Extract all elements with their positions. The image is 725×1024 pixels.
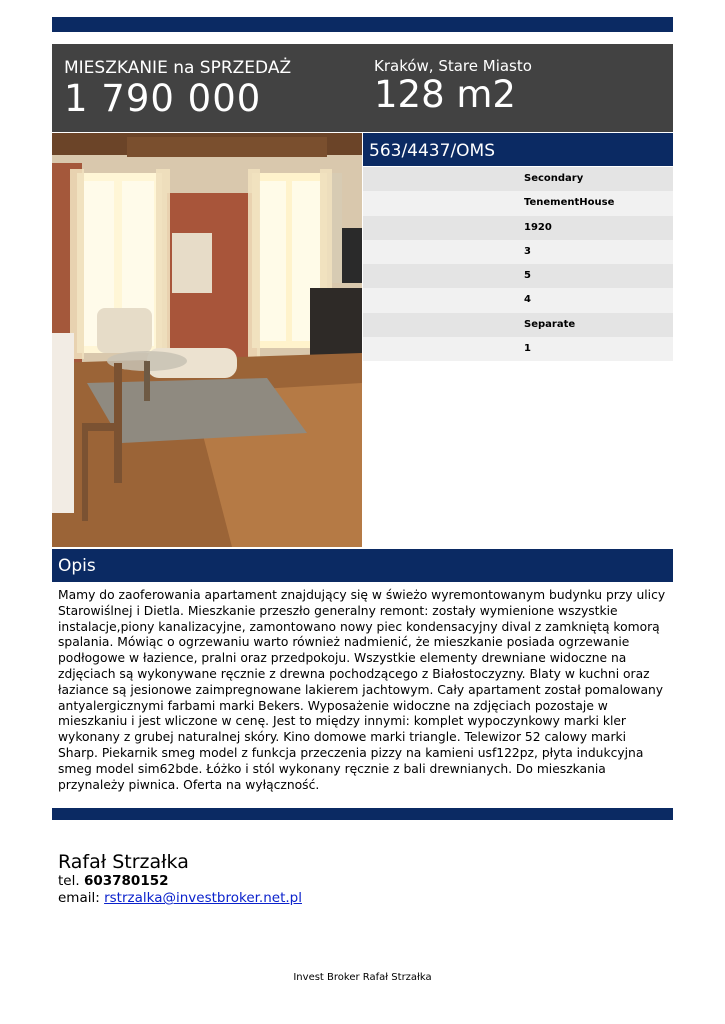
listing-price: 1 790 000	[64, 77, 262, 120]
listing-type-label: MIESZKANIE na SPRZEDAŻ	[64, 58, 292, 78]
listing-location: Kraków, Stare Miasto	[374, 57, 532, 75]
attribute-row: Secondary	[363, 167, 673, 191]
attribute-row: 1	[363, 337, 673, 361]
agent-email-label: email:	[58, 890, 100, 906]
agent-name: Rafał Strzałka	[58, 851, 189, 873]
footer-company: Invest Broker Rafał Strzałka	[293, 972, 432, 983]
agent-phone	[58, 873, 169, 889]
agent-email	[58, 890, 302, 906]
description-text: Mamy do zaoferowania apartament znajdujący się w świeżo wyremontowanym budynku przy ulicy Starowiślnej i Dietla. Mieszkanie przeszło generalny remont: zostały wymienione wszystkie instalacje,piony kanalizacyjne, zamontowano nowy piec kondensacyjny dival z zamkniętą komorą spalania. Mówiąc o ogrzewaniu warto również nadmienić, że mieszkanie posiada ogrzewanie podłogowe w łazience, pralni oraz przedpokoju. Wszystkie elementy drewniane widoczne na zdjęciach są wykonywane ręcznie z drewna pochodzącego z Białostoczyzny. Blaty w kuchni oraz łaziance są jesionowe zaimpregnowane lakierem jachtowym. Cały apartament został pomalowany antyalergicznymi farbami marki Bekers. Wyposażenie widoczne na zdjęciach pozostaje w mieszkaniu i jest wliczone w cenę. Jest to między innymi: komplet wypoczynkowy marki kler wykonany z grubej naturalnej skóry. Kino domowe marki triangle. Telewizor 52 calowy marki Sharp. Piekarnik smeg model z funkcja przeczenia pizzy na kamieni usf122pz, płyta indukcyjna smeg model sim62bde. Łóżko i stól wykonany ręcznie z bali drewnianych. Do mieszkania przynależy piwnica. Oferta na wyłączność.	[58, 588, 666, 792]
attribute-row: 4	[363, 288, 673, 312]
attributes-table	[363, 167, 673, 361]
listing-reference: 563/4437/OMS	[363, 133, 673, 166]
attribute-row: Separate	[363, 313, 673, 337]
attribute-row: 3	[363, 240, 673, 264]
agent-email-link[interactable]: rstrzalka@investbroker.net.pl	[104, 890, 302, 906]
description-heading: Opis	[52, 549, 673, 582]
listing-area: 128 m2	[374, 73, 516, 116]
bottom-decor-bar	[52, 808, 673, 820]
agent-phone-label: tel.	[58, 873, 80, 889]
attribute-row: 5	[363, 264, 673, 288]
agent-phone-number[interactable]: 603780152	[83, 873, 169, 889]
listing-header	[52, 44, 673, 132]
attribute-row: TenementHouse	[363, 191, 673, 215]
attribute-row: 1920	[363, 216, 673, 240]
top-decor-bar	[52, 17, 673, 32]
apartment-photo	[52, 133, 362, 547]
